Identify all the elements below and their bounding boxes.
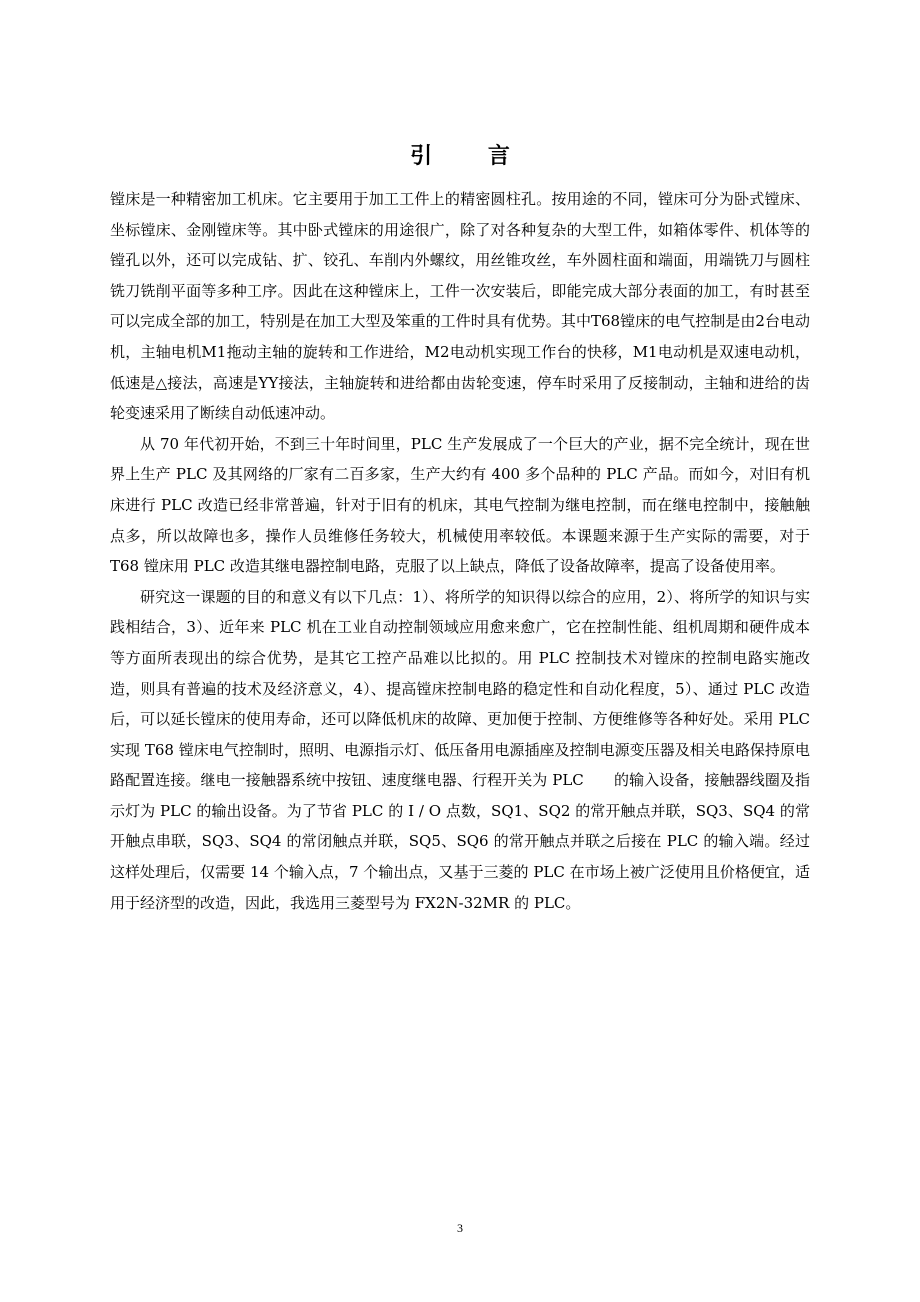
document-body bbox=[110, 184, 810, 918]
paragraph-plc-history: 从 70 年代初开始，不到三十年时间里，PLC 生产发展成了一个巨大的产业，据不完全统计，现在世界上生产 PLC 及其网络的厂家有二百多家，生产大约有 400 多个品种的 PLC 产品。而如今，对旧有机床进行 PLC 改造已经非常普遍，针对于旧有的机床，其电气控制为继电控制，而在继电控制中，接触触点多，所以故障也多，操作人员维修任务较大，机械使用率较低。本课题来源于生产实际的需要，对于 T68 镗床用 PLC 改造其继电器控制电路，克服了以上缺点，降低了设备故障率，提高了设备使用率。 bbox=[110, 434, 810, 576]
paragraph-research-purpose: 研究这一课题的目的和意义有以下几点：1）、将所学的知识得以综合的应用，2）、将所学的知识与实践相结合，3）、近年来 PLC 机在工业自动控制领域应用愈来愈广，它在控制性能、组机周期和硬件成本等方面所表现出的综合优势，是其它工控产品难以比拟的。用 PLC 控制技术对镗床的控制电路实施改造，则具有普遍的技术及经济意义，4）、提高镗床控制电路的稳定性和自动化程度，5）、通过 PLC 改造后，可以延长镗床的使用寿命，还可以降低机床的故障、更加便于控制、方便维修等各种好处。采用 PLC 实现 T68 镗床电气控制时，照明、电源指示灯、低压备用电源插座及控制电源变压器及相关电路保持原电路配置连接。继电一接触器系统中按钮、速度继电器、行程开关为 PLC 的输入设备，接触器线圈及指示灯为 PLC 的输出设备。为了节省 PLC 的 I / O 点数，SQ1、SQ2 的常开触点并联，SQ3、SQ4 的常开触点串联，SQ3、SQ4 的常闭触点并联，SQ5、SQ6 的常开触点并联之后接在 PLC 的输入端。经过这样处理后，仅需要 14 个输入点，7 个输出点，又基于三菱的 PLC 在市场上被广泛使用且价格便宜，适用于经济型的改造，因此，我选用三菱型号为 FX2N-32MR 的 PLC。 bbox=[110, 587, 810, 912]
page-title: 引 言 bbox=[410, 144, 534, 169]
paragraph-intro: 镗床是一种精密加工机床。它主要用于加工工件上的精密圆柱孔。按用途的不同，镗床可分为卧式镗床、坐标镗床、金刚镗床等。其中卧式镗床的用途很广，除了对各种复杂的大型工件，如箱体零件、机体等的镗孔以外，还可以完成钻、扩、铰孔、车削内外螺纹，用丝锥攻丝，车外圆柱面和端面，用端铣刀与圆柱铣刀铣削平面等多种工序。因此在这种镗床上，工件一次安装后，即能完成大部分表面的加工，有时甚至可以完成全部的加工，特别是在加工大型及笨重的工件时具有优势。其中T68镗床的电气控制是由2台电动机，主轴电机M1拖动主轴的旋转和工作进给，M2电动机实现工作台的快移，M1电动机是双速电动机，低速是△接法，高速是YY接法，主轴旋转和进给都由齿轮变速，停车时采用了反接制动，主轴和进给的齿轮变速采用了断续自动低速冲动。 bbox=[110, 190, 810, 423]
page-number: 3 bbox=[457, 1221, 463, 1235]
